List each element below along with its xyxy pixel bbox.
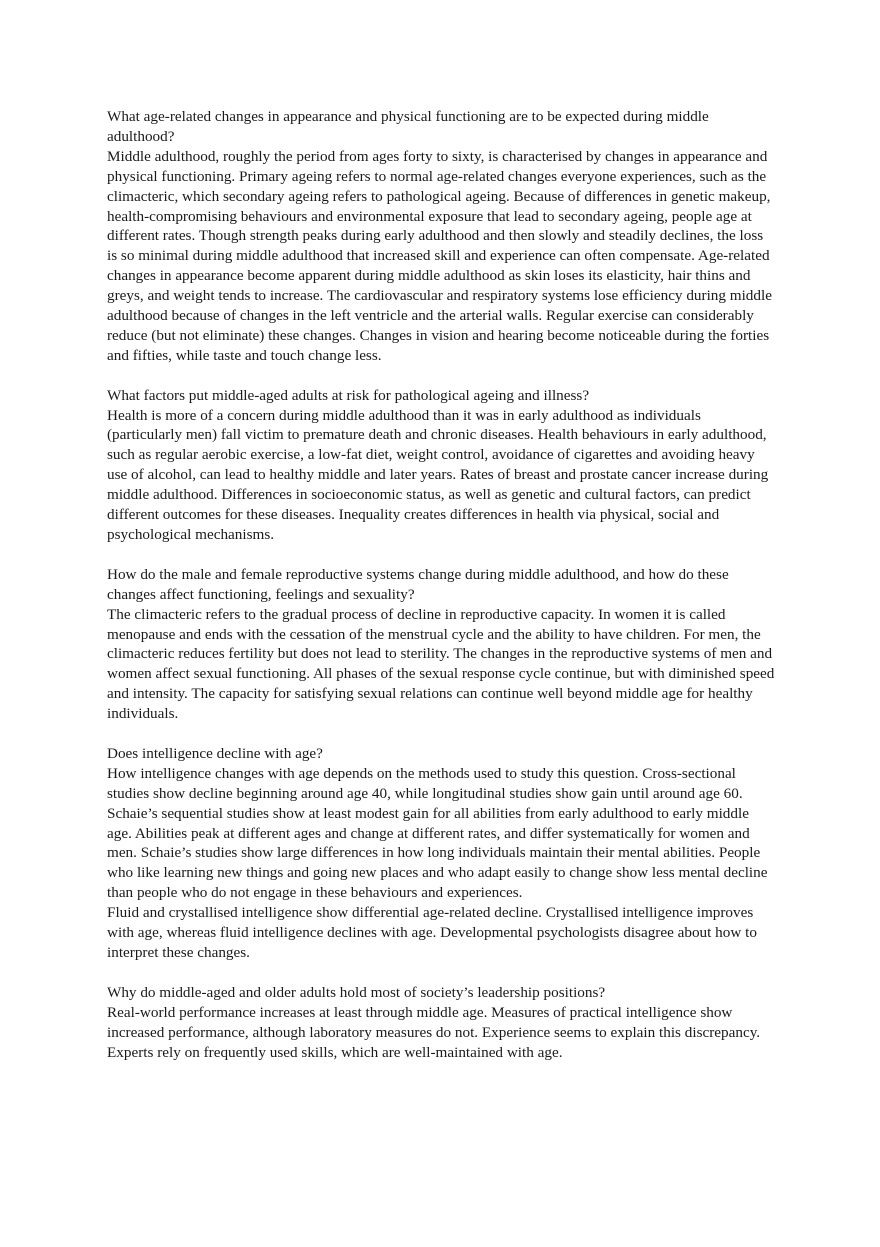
section-answer: Fluid and crystallised intelligence show differential age-related decline. Crystallised intelligence improves with age, whereas fluid intelligence declines with age. Developmental psychologists disagree about how to interpret these changes.	[107, 904, 757, 962]
section-answer: Real-world performance increases at least through middle age. Measures of practical intelligence show increased performance, although laboratory measures do not. Experience seems to explain this discrepancy. Experts rely on frequently used skills, which are well-maintained with age.	[107, 1003, 761, 1061]
section-physical-changes	[107, 107, 775, 366]
section-question: Why do middle-aged and older adults hold most of society’s leadership positions?	[107, 983, 606, 1001]
section-risk-factors	[107, 386, 775, 545]
section-answer: How intelligence changes with age depends on the methods used to study this question. Cross-sectional studies show decline beginning around age 40, while longitudinal studies show gain until around age 60. Schaie’s sequential studies show at least modest gain for all abilities from early adulthood to early middle age. Abilities peak at different ages and change at different rates, and differ systematically for women and men. Schaie’s studies show large differences in how long individuals maintain their mental abilities. People who like learning new things and going new places and who adapt easily to change show less mental decline than people who do not engage in these behaviours and experiences.	[107, 764, 768, 902]
section-question: How do the male and female reproductive systems change during middle adulthood, and how do these changes affect functioning, feelings and sexuality?	[107, 565, 729, 603]
section-answer: The climacteric refers to the gradual process of decline in reproductive capacity. In women it is called menopause and ends with the cessation of the menstrual cycle and the ability to have children. For men, the climacteric reduces fertility but does not lead to sterility. The changes in the reproductive systems of men and women affect sexual functioning. All phases of the sexual response cycle continue, but with diminished speed and intensity. The capacity for satisfying sexual relations can continue well beyond middle age for healthy individuals.	[107, 605, 775, 723]
document-page	[107, 107, 775, 1082]
section-answer: Health is more of a concern during middle adulthood than it was in early adulthood as individuals (particularly men) fall victim to premature death and chronic diseases. Health behaviours in early adulthood, such as regular aerobic exercise, a low-fat diet, weight control, avoidance of cigarettes and avoiding heavy use of alcohol, can lead to healthy middle and later years. Rates of breast and prostate cancer increase during middle adulthood. Differences in socioeconomic status, as well as genetic and cultural factors, can predict different outcomes for these diseases. Inequality creates differences in health via physical, social and psychological mechanisms.	[107, 406, 769, 544]
section-reproductive-systems	[107, 565, 775, 724]
section-question: Does intelligence decline with age?	[107, 744, 323, 762]
section-leadership	[107, 983, 775, 1063]
section-intelligence	[107, 744, 775, 963]
section-answer: Middle adulthood, roughly the period from ages forty to sixty, is characterised by changes in appearance and physical functioning. Primary ageing refers to normal age-related changes everyone experiences, such as the climacteric, which secondary ageing refers to pathological ageing. Because of differences in genetic makeup, health-compromising behaviours and environmental exposure that lead to secondary ageing, people age at different rates. Though strength peaks during early adulthood and then slowly and steadily declines, the loss is so minimal during middle adulthood that increased skill and experience can often compensate. Age-related changes in appearance become apparent during middle adulthood as skin loses its elasticity, hair thins and greys, and weight tends to increase. The cardiovascular and respiratory systems lose efficiency during middle adulthood because of changes in the left ventricle and the arterial walls. Regular exercise can considerably reduce (but not eliminate) these changes. Changes in vision and hearing become noticeable during the forties and fifties, while taste and touch change less.	[107, 147, 772, 364]
section-question: What age-related changes in appearance and physical functioning are to be expected during middle adulthood?	[107, 108, 709, 145]
section-question: What factors put middle-aged adults at risk for pathological ageing and illness?	[107, 386, 590, 404]
